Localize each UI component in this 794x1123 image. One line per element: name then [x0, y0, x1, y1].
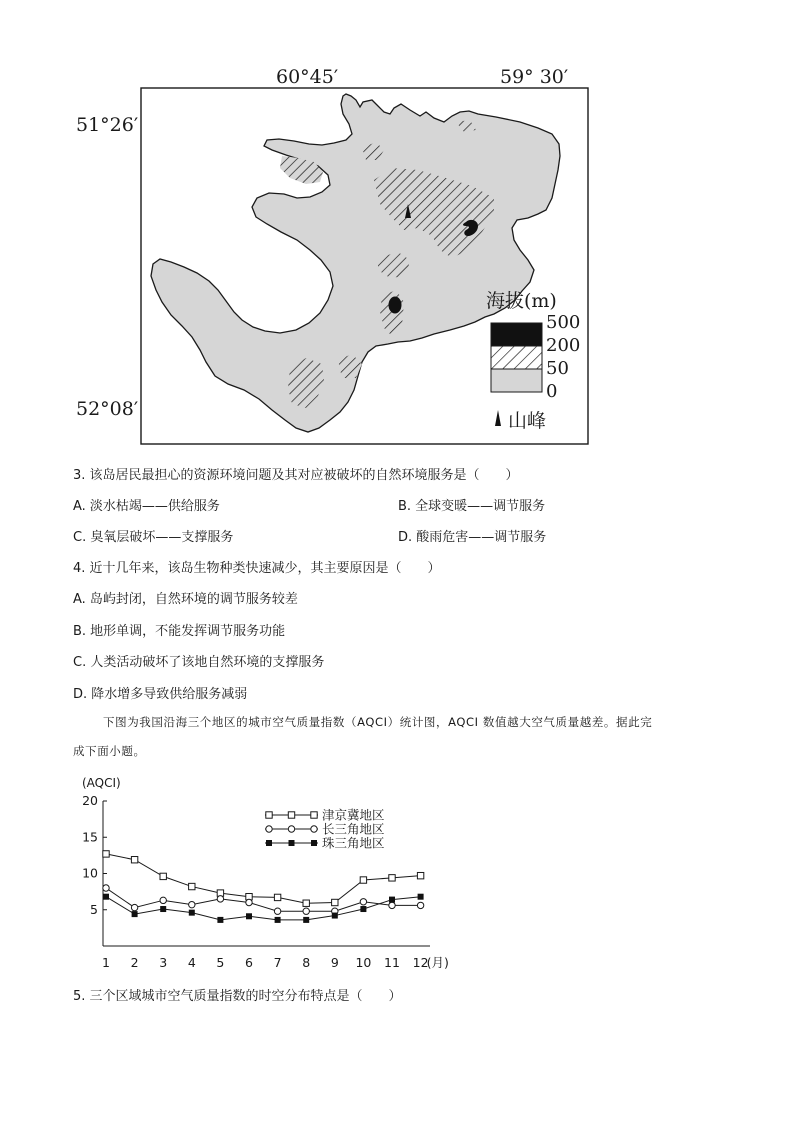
- data-point: [274, 894, 280, 900]
- x-axis-label: (月): [426, 955, 449, 970]
- y-tick-label: 15: [82, 829, 98, 845]
- y-tick-label: 20: [82, 793, 98, 808]
- data-point: [189, 910, 195, 916]
- data-point: [360, 877, 366, 883]
- series-2: [103, 885, 424, 915]
- question-3-option-a[interactable]: A. 淡水枯竭——供给服务: [73, 499, 220, 514]
- data-point: [132, 911, 138, 917]
- question-4-option-d[interactable]: D. 降水增多导致供给服务减弱: [73, 687, 248, 702]
- x-tick-label: 2: [130, 955, 139, 970]
- series-1: [103, 851, 424, 907]
- legend-title: 海拔(m): [486, 290, 557, 312]
- legend-level-50: 50: [546, 358, 569, 379]
- data-point: [131, 904, 137, 910]
- data-point: [360, 906, 366, 912]
- chart-intro-line-1: 下图为我国沿海三个地区的城市空气质量指数（AQCI）统计图，AQCI 数值越大空气质量越差。据此完: [103, 715, 653, 729]
- question-5-stem: 5. 三个区域城市空气质量指数的时空分布特点是（ ）: [73, 989, 402, 1004]
- longitude-label-left: 60°45′: [276, 66, 339, 88]
- data-point: [103, 894, 109, 900]
- legend-level-0: 0: [546, 381, 558, 402]
- data-point: [418, 894, 424, 900]
- x-tick-label: 4: [187, 955, 196, 970]
- data-point: [189, 901, 195, 907]
- series-line: [106, 854, 421, 903]
- data-point: [303, 917, 309, 923]
- legend-marker: [288, 826, 294, 832]
- data-point: [189, 883, 195, 889]
- legend-marker: [288, 812, 294, 818]
- data-point: [131, 857, 137, 863]
- data-point: [246, 899, 252, 905]
- data-point: [275, 917, 281, 923]
- legend-peak-label: 山峰: [508, 410, 547, 432]
- series-3: [103, 894, 424, 923]
- data-point: [103, 851, 109, 857]
- data-point: [217, 896, 223, 902]
- legend-marker: [311, 840, 317, 846]
- x-tick-label: 6: [245, 955, 253, 970]
- question-3-option-d[interactable]: D. 酸雨危害——调节服务: [398, 530, 547, 545]
- legend-marker: [266, 840, 272, 846]
- legend-label: 津京冀地区: [322, 807, 385, 823]
- legend-label: 珠三角地区: [322, 835, 385, 851]
- y-tick-label: 10: [82, 865, 98, 881]
- latitude-label-top: 51°26′: [76, 114, 139, 136]
- data-point: [160, 897, 166, 903]
- legend-marker: [266, 812, 272, 818]
- x-tick-label: 3: [159, 955, 168, 970]
- longitude-label-right: 59° 30′: [500, 66, 569, 88]
- data-point: [303, 900, 309, 906]
- series-line: [106, 897, 421, 920]
- data-point: [332, 899, 338, 905]
- legend-marker: [266, 826, 272, 832]
- series-line: [106, 888, 421, 911]
- question-4-option-a[interactable]: A. 岛屿封闭，自然环境的调节服务较差: [73, 592, 298, 607]
- legend-level-500: 500: [546, 312, 581, 333]
- question-3-stem: 3. 该岛居民最担心的资源环境问题及其对应被破坏的自然环境服务是（ ）: [73, 468, 519, 483]
- chart-series: [103, 851, 424, 923]
- chart-legend: [265, 808, 385, 851]
- legend-marker: [311, 812, 317, 818]
- data-point: [389, 897, 395, 903]
- chart-y-label: (AQCI): [82, 776, 121, 790]
- question-4-option-b[interactable]: B. 地形单调，不能发挥调节服务功能: [73, 624, 286, 639]
- data-point: [274, 908, 280, 914]
- x-axis-ticks: [102, 955, 449, 970]
- data-point: [417, 872, 423, 878]
- data-point: [332, 913, 338, 919]
- x-tick-label: 7: [273, 955, 282, 970]
- x-tick-label: 10: [355, 955, 372, 970]
- data-point: [417, 902, 423, 908]
- question-4-stem: 4. 近十几年来，该岛生物种类快速减少，其主要原因是（ ）: [73, 561, 441, 576]
- data-point: [360, 899, 366, 905]
- legend-label: 长三角地区: [322, 821, 385, 837]
- x-tick-label: 1: [102, 955, 110, 970]
- data-point: [246, 913, 252, 919]
- data-point: [160, 873, 166, 879]
- chart-intro-line-2: 成下面小题。: [73, 744, 146, 758]
- data-point: [160, 906, 166, 912]
- question-4-option-c[interactable]: C. 人类活动破坏了该地自然环境的支撑服务: [73, 655, 325, 670]
- x-tick-label: 11: [384, 955, 400, 970]
- x-tick-label: 9: [330, 955, 339, 970]
- x-tick-label: 5: [216, 955, 225, 970]
- legend-level-200: 200: [546, 335, 581, 356]
- data-point: [103, 885, 109, 891]
- legend-marker: [311, 826, 317, 832]
- data-point: [217, 917, 223, 923]
- data-point: [389, 875, 395, 881]
- legend-marker: [289, 840, 295, 846]
- question-3-option-b[interactable]: B. 全球变暖——调节服务: [398, 499, 546, 514]
- y-tick-label: 5: [90, 901, 98, 917]
- data-point: [303, 908, 309, 914]
- x-tick-label: 8: [302, 955, 311, 970]
- latitude-label-bottom: 52°08′: [76, 398, 139, 420]
- question-3-option-c[interactable]: C. 臭氧层破坏——支撑服务: [73, 530, 234, 545]
- data-point: [389, 902, 395, 908]
- x-tick-label: 12: [412, 955, 429, 970]
